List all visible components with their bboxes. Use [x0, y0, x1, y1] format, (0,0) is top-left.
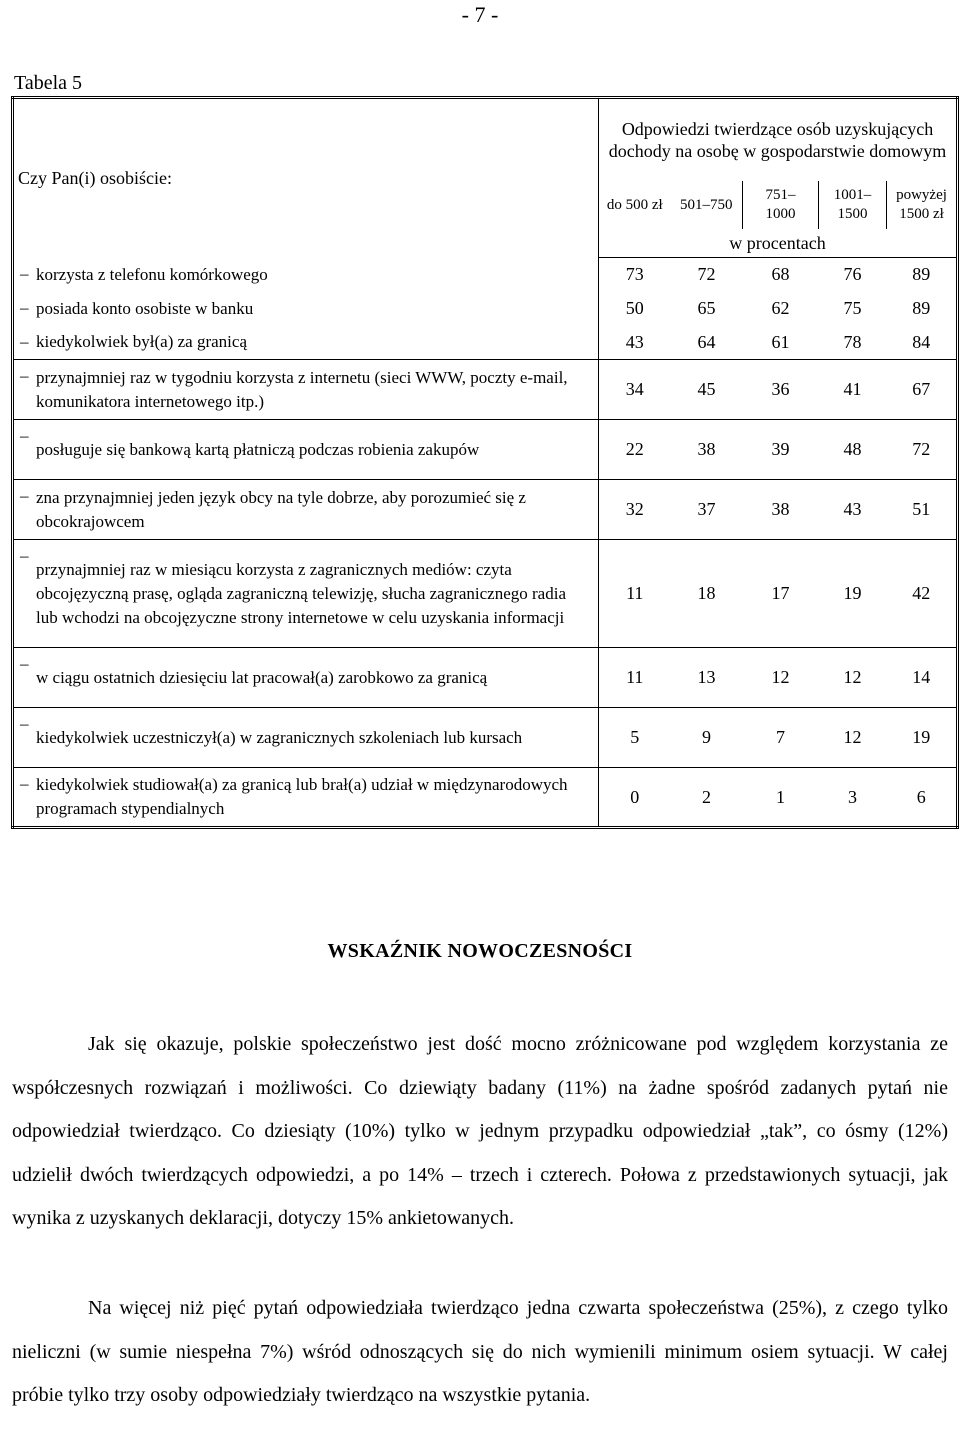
row-label: kiedykolwiek był(a) za granicą [36, 332, 247, 352]
value-cell: 84 [912, 331, 931, 352]
value-cell: 32 [599, 480, 671, 540]
income-group-header: powyżej 1500 zł [887, 181, 958, 229]
row-dash: – [20, 546, 29, 565]
value-cell: 12 [743, 648, 819, 708]
value-cell: 13 [671, 648, 743, 708]
group-header: Odpowiedzi twierdzące osób uzyskujących dochody na osobę w gospodarstwie domowym [608, 119, 947, 161]
table-row [13, 360, 958, 420]
row-label-cell [13, 326, 599, 360]
value-cell: 19 [819, 540, 887, 648]
value-cell: 36 [743, 360, 819, 420]
value-cell: 2 [671, 768, 743, 828]
value-cell: 89 [912, 298, 931, 318]
row-label: zna przynajmniej jeden język obcy na tyle dobrze, aby porozumieć się z obcokrajowcem [36, 487, 526, 531]
table-row [13, 648, 958, 708]
value-cell: 78 [843, 331, 862, 352]
table-row [13, 326, 958, 360]
table-row [13, 258, 958, 292]
value-cell: 19 [887, 708, 958, 768]
value-cell: 45 [671, 360, 743, 420]
value-cell: 65 [697, 298, 716, 318]
row-dash: – [20, 654, 29, 673]
row-dash: – [20, 486, 29, 505]
value-cell: 72 [697, 264, 716, 285]
income-group-header: 501–750 [680, 196, 733, 213]
value-cell: 37 [671, 480, 743, 540]
value-cell: 0 [599, 768, 671, 828]
row-label: przynajmniej raz w miesiącu korzysta z zagranicznych mediów: czyta obcojęzyczną prasę, ogląda zagraniczną telewizję, słucha zagranicznego radia lub wchodzi na obcojęzyczne strony internetowe w celu uzyskania informacji [36, 559, 566, 627]
value-cell: 18 [671, 540, 743, 648]
row-dash: – [20, 297, 29, 317]
table-row [13, 768, 958, 828]
table-row [13, 420, 958, 480]
value-cell: 7 [743, 708, 819, 768]
value-cell: 1 [743, 768, 819, 828]
row-label-cell [13, 540, 599, 648]
paragraph: Na więcej niż pięć pytań odpowiedziała twierdząco jedna czwarta społeczeństwa (25%), z czego tylko nieliczni (w sumie niespełna 7%) wśród odnoszących się do nich wymienili minimum osiem sytuacji. W całej próbie tylko trzy osoby odpowiedziały twierdząco na wszystkie pytania. [12, 1297, 948, 1406]
row-dash: – [20, 774, 29, 793]
value-cell: 12 [819, 708, 887, 768]
value-cell: 64 [697, 331, 716, 352]
table-row [13, 292, 958, 326]
unit-label: w procentach [599, 229, 958, 258]
value-cell: 68 [771, 264, 790, 285]
data-table [11, 96, 959, 829]
value-cell: 34 [599, 360, 671, 420]
table-row [13, 708, 958, 768]
value-cell: 51 [887, 480, 958, 540]
income-group-header: 1001– 1500 [819, 181, 887, 229]
income-group-header: 751– 1000 [743, 181, 819, 229]
value-cell: 67 [887, 360, 958, 420]
row-label: kiedykolwiek uczestniczył(a) w zagranicznych szkoleniach lub kursach [36, 727, 523, 747]
row-dash: – [20, 714, 29, 733]
value-cell: 76 [843, 264, 862, 285]
value-cell: 39 [743, 420, 819, 480]
value-cell: 38 [743, 480, 819, 540]
section-title: WSKAŹNIK NOWOCZESNOŚCI [327, 940, 633, 962]
value-cell: 89 [912, 264, 931, 285]
row-label-cell [13, 708, 599, 768]
table-row [13, 540, 958, 648]
value-cell: 5 [599, 708, 671, 768]
row-label-cell [13, 258, 599, 292]
row-label-cell [13, 480, 599, 540]
row-label: posiada konto osobiste w banku [36, 298, 254, 318]
row-label-cell [13, 648, 599, 708]
row-label-cell [13, 768, 599, 828]
value-cell: 75 [843, 298, 862, 318]
row-label-cell [13, 360, 599, 420]
row-label-cell [13, 420, 599, 480]
row-dash: – [20, 263, 29, 283]
value-cell: 62 [771, 298, 790, 318]
value-cell: 48 [819, 420, 887, 480]
value-cell: 22 [599, 420, 671, 480]
table-row [13, 480, 958, 540]
table-caption: Tabela 5 [14, 72, 83, 94]
value-cell: 50 [625, 298, 644, 318]
value-cell: 14 [887, 648, 958, 708]
value-cell: 61 [771, 331, 790, 352]
row-label: kiedykolwiek studiował(a) za granicą lub brał(a) udział w międzynarodowych programach stypendialnych [36, 775, 568, 818]
row-label: przynajmniej raz w tygodniu korzysta z internetu (sieci WWW, poczty e-mail, komunikatora internetowego itp.) [36, 367, 568, 411]
page-number: - 7 - [461, 2, 499, 27]
value-cell: 6 [887, 768, 958, 828]
value-cell: 43 [625, 331, 644, 352]
value-cell: 41 [819, 360, 887, 420]
value-cell: 9 [671, 708, 743, 768]
row-label: w ciągu ostatnich dziesięciu lat pracował(a) zarobkowo za granicą [36, 667, 488, 687]
value-cell: 42 [887, 540, 958, 648]
row-label: posługuje się bankową kartą płatniczą podczas robienia zakupów [36, 439, 480, 459]
row-dash: – [20, 366, 29, 385]
value-cell: 11 [599, 540, 671, 648]
value-cell: 72 [887, 420, 958, 480]
value-cell: 3 [819, 768, 887, 828]
row-label: korzysta z telefonu komórkowego [36, 264, 268, 284]
value-cell: 11 [599, 648, 671, 708]
value-cell: 12 [819, 648, 887, 708]
income-group-header: do 500 zł [606, 196, 663, 213]
paragraph: Jak się okazuje, polskie społeczeństwo jest dość mocno zróżnicowane pod względem korzystania ze współczesnych rozwiązań i możliwości. Co dziewiąty badany (11%) na żadne spośród zadanych pytań nie odpowiedział twierdząco. Co dziesiąty (10%) tylko w jednym przypadku odpowiedział „tak”, co ósmy (12%) udzielił dwóch twierdzących odpowiedzi, a po 14% – trzech i czterech. Połowa z przedstawionych sytuacji, jak wynika z uzyskanych deklaracji, dotyczy 15% ankietowanych. [12, 1033, 948, 1229]
value-cell: 43 [819, 480, 887, 540]
row-dash: – [20, 426, 29, 445]
row-label-cell [13, 292, 599, 326]
value-cell: 38 [671, 420, 743, 480]
value-cell: 73 [625, 264, 644, 285]
question-header: Czy Pan(i) osobiście: [13, 98, 599, 258]
value-cell: 17 [743, 540, 819, 648]
row-dash: – [20, 331, 29, 351]
